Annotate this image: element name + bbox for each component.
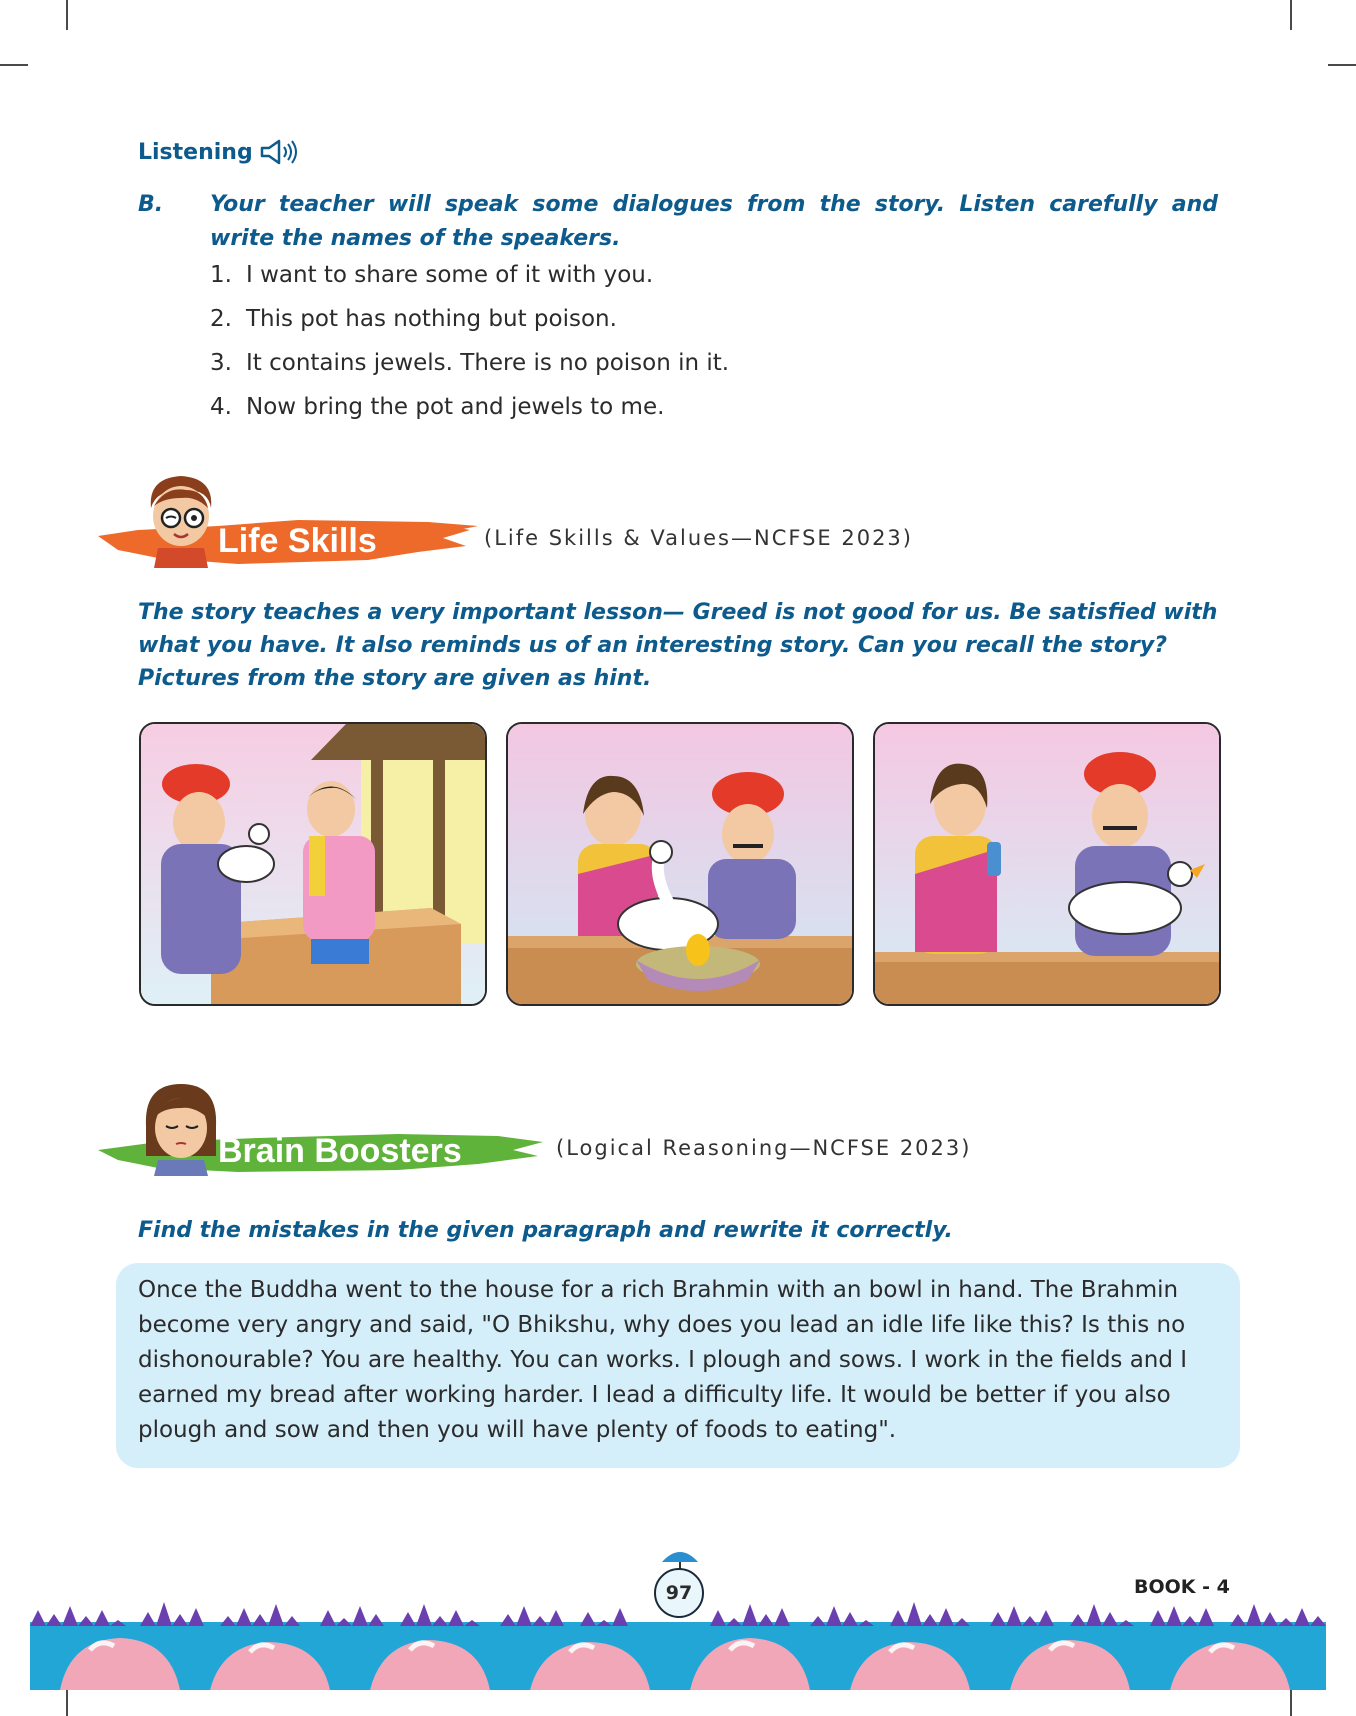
life-skills-paragraph: The story teaches a very important lesson— Greed is not good for us. Be satisfied with what you have. It also reminds us of an interesting story. Can you recall the story? Pictures from the story are given as hint. bbox=[138, 600, 1218, 691]
speaker-icon bbox=[259, 138, 299, 166]
listening-heading bbox=[138, 138, 299, 166]
umbrella-icon bbox=[660, 1546, 700, 1570]
brain-boosters-title: Brain Boosters bbox=[218, 1132, 462, 1170]
page-number: 97 bbox=[654, 1568, 704, 1618]
crop-mark bbox=[66, 1688, 68, 1716]
crop-mark bbox=[66, 0, 68, 30]
life-skills-title: Life Skills bbox=[218, 522, 377, 560]
girl-character-icon bbox=[136, 1076, 226, 1176]
list-item: 3. It contains jewels. There is no poison in it. bbox=[210, 350, 730, 376]
list-item: 4. Now bring the pot and jewels to me. bbox=[210, 394, 665, 420]
boy-character-icon bbox=[136, 468, 226, 568]
mistakes-paragraph-box bbox=[116, 1263, 1240, 1468]
crop-mark bbox=[1290, 1688, 1292, 1716]
story-panel-1 bbox=[139, 722, 487, 1006]
list-item: 2. This pot has nothing but poison. bbox=[210, 306, 617, 332]
exercise-b-instruction bbox=[138, 188, 1218, 256]
exercise-letter: B. bbox=[138, 192, 164, 217]
dialogue-list bbox=[210, 262, 729, 438]
life-skills-subtitle: (Life Skills & Values—NCFSE 2023) bbox=[484, 526, 913, 550]
story-panel-2 bbox=[506, 722, 854, 1006]
brain-boosters-instruction: Find the mistakes in the given paragraph and rewrite it correctly. bbox=[138, 1218, 953, 1243]
crop-mark bbox=[1328, 64, 1356, 66]
brain-boosters-subtitle: (Logical Reasoning—NCFSE 2023) bbox=[556, 1136, 972, 1160]
listening-label: Listening bbox=[138, 139, 253, 165]
list-item: 1. I want to share some of it with you. bbox=[210, 262, 654, 288]
exercise-text: Your teacher will speak some dialogues from the story. Listen carefully and write the names of the speakers. bbox=[210, 192, 1218, 251]
life-skills-banner bbox=[98, 468, 478, 578]
crop-mark bbox=[0, 64, 28, 66]
story-panel-3 bbox=[873, 722, 1221, 1006]
book-label: BOOK - 4 bbox=[1134, 1576, 1230, 1598]
crop-mark bbox=[1290, 0, 1292, 30]
brain-boosters-banner bbox=[98, 1076, 548, 1186]
mistakes-paragraph: Once the Buddha went to the house for a rich Brahmin with an bowl in hand. The Brahmin become very angry and said, "O Bhikshu, why does you lead an idle life like this? Is this no dishonourable? You are healthy. You can works. I plough and sows. I work in the fields and I earned my bread after working harder. I lead a difficulty life. It would be better if you also plough and sow and then you will have plenty of foods to eating". bbox=[138, 1277, 1188, 1443]
